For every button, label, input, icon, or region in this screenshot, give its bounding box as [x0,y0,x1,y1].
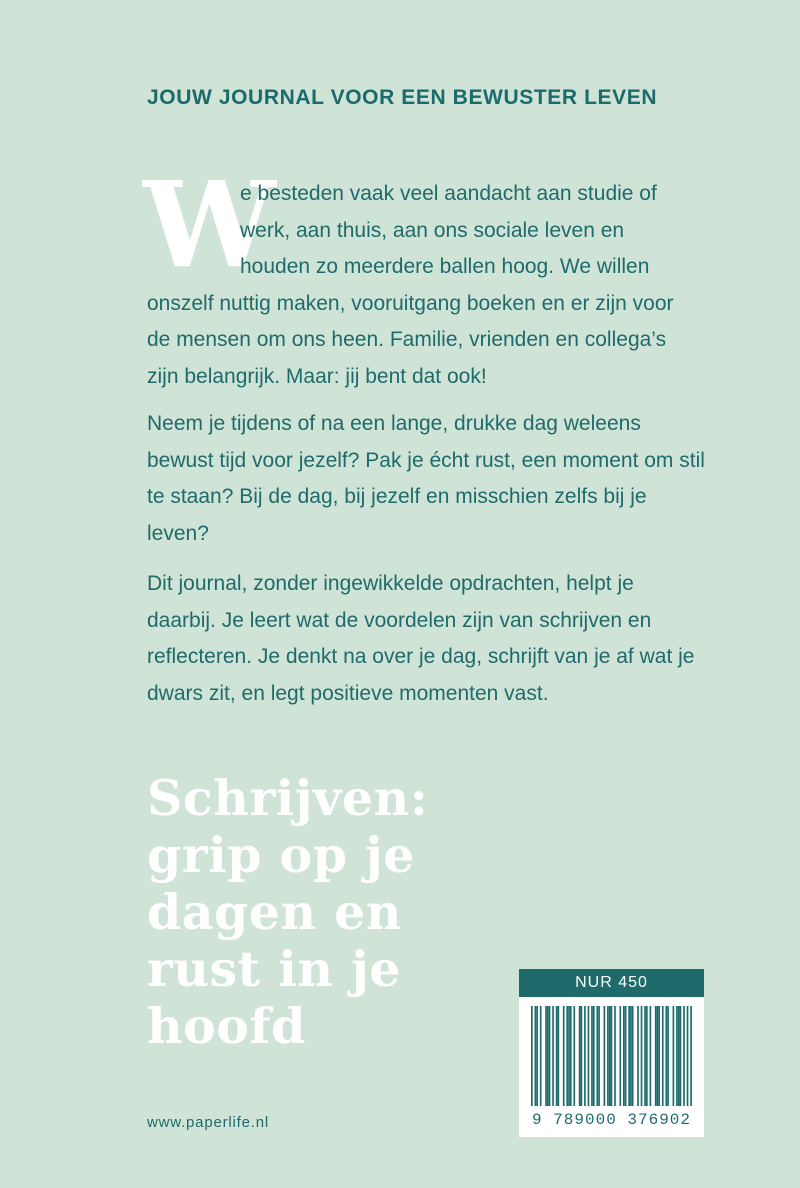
pull-quote-line: grip op je [147,826,415,884]
barcode-bar [552,1006,554,1106]
barcode-bar [536,1006,538,1106]
barcode-bar [611,1006,613,1106]
barcode-bar [598,1006,600,1106]
barcode-bar [641,1006,643,1106]
barcode-bar [556,1006,558,1106]
pull-quote [147,770,487,1055]
barcode-bar [566,1006,568,1106]
barcode-bar [591,1006,593,1106]
intro-line: de mensen om ons heen. Familie, vrienden en collega’s [147,328,667,351]
barcode-bar [547,1006,549,1106]
intro-line: onszelf nuttig maken, vooruitgang boeken en er zijn voor [147,291,674,315]
barcode-bar [665,1006,667,1106]
barcode-bar [637,1006,639,1106]
barcode-bar [609,1006,611,1106]
cover-heading: JOUW JOURNAL VOOR EEN BEWUSTER LEVEN [147,86,658,109]
barcode-bar [570,1006,572,1106]
barcode-bar [646,1006,648,1106]
intro-line: e besteden vaak veel aandacht aan studie of [240,182,657,205]
second-paragraph: Neem je tijdens of na een lange, drukke dag weleens bewust tijd voor jezelf? Pak je écht rust, een moment om stil te staan? Bij de dag, bij jezelf en misschien zelfs bij je leven? [147,412,705,545]
barcode-bar [690,1006,692,1106]
barcode-bar [563,1006,565,1106]
barcode-bar [657,1006,659,1106]
intro-line: houden zo meerdere ballen hoog. We willen [240,255,650,278]
intro-paragraph [147,176,707,395]
barcode-bar [623,1006,625,1106]
barcode-bar [644,1006,646,1106]
barcode-label [519,969,704,1137]
barcode-bar [584,1006,586,1106]
barcode-bar [614,1006,616,1106]
barcode-bar [650,1006,652,1106]
intro-line: zijn belangrijk. Maar: jij bent dat ook! [147,364,487,388]
barcode-bar [667,1006,669,1106]
barcode-bar [568,1006,570,1106]
barcode-bar [596,1006,598,1106]
barcode-bar [673,1006,675,1106]
pull-quote-line: rust in je [147,940,401,998]
barcode-bar [655,1006,657,1106]
barcode-bar [549,1006,551,1106]
barcode-bar [625,1006,627,1106]
barcode-bar [680,1006,682,1106]
barcode-bar [531,1006,533,1106]
barcode-bar [593,1006,595,1106]
barcode-bar [687,1006,689,1106]
barcode-bar [604,1006,606,1106]
barcode-bar [630,1006,632,1106]
barcode-bar [628,1006,630,1106]
barcode-bar [632,1006,634,1106]
barcode-bar [540,1006,542,1106]
pull-quote-line: hoofd [147,997,306,1055]
barcode-bar [683,1006,685,1106]
isbn-number: 9 789000 376902 [531,1111,692,1129]
website-url[interactable]: www.paperlife.nl [147,1114,270,1131]
pull-quote-line: Schrijven: [147,769,429,827]
barcode-bar [535,1006,537,1106]
barcode-bar [588,1006,590,1106]
barcode-bar [573,1006,575,1106]
barcode-bar [581,1006,583,1106]
third-paragraph: Dit journal, zonder ingewikkelde opdrachten, helpt je daarbij. Je leert wat de voordelen zijn van schrijven en reflecteren. Je denkt na over je dag, schrijft van je af wat je dwars zit, en legt positieve momenten vast. [147,572,695,705]
barcode-bar [579,1006,581,1106]
barcode-bar [545,1006,547,1106]
drop-cap: W [143,155,276,294]
barcode-bar [658,1006,660,1106]
barcode-bar [607,1006,609,1106]
barcode-bar [558,1006,560,1106]
barcode-icon [531,1006,692,1106]
nur-code: NUR 450 [519,969,704,997]
barcode-bar [676,1006,678,1106]
barcode-bar [619,1006,621,1106]
barcode-bar [662,1006,664,1106]
barcode-bar [678,1006,680,1106]
pull-quote-line: dagen en [147,883,402,941]
intro-line: werk, aan thuis, aan ons sociale leven en [240,218,625,242]
